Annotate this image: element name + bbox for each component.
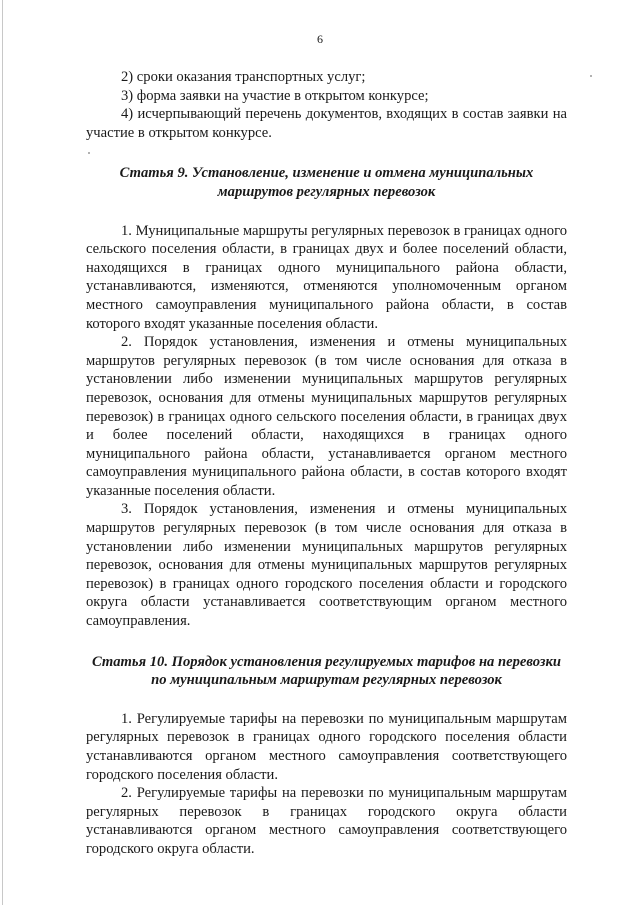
article-10-paragraph-2: 2. Регулируемые тарифы на перевозки по муниципальным маршрутам регулярных перевозок в границах городского округа области устанавливаются органом местного самоуправления соответствующего городского округа области. [86,785,567,857]
scan-edge [2,0,3,905]
list-item: 2) сроки оказания транспортных услуг; [121,69,366,85]
article-9-heading [86,164,567,201]
article-10-title-line1: Статья 10. Порядок установления регулируемых тарифов на перевозки [91,653,562,670]
list-item: 4) исчерпывающий перечень документов, входящих в состав заявки на участие в открытом конкурсе. [86,106,567,141]
article-9-paragraph-3: 3. Порядок установления, изменения и отмены муниципальных маршрутов регулярных перевозок (в том числе основания для отказа в установлении либо изменении муниципальных маршрутов регулярных перевозок, основания для отмены муниципальных маршрутов регулярных перевозок) в границах одного городского поселения области и городского округа области устанавливается соответствующим органом местного самоуправления. [86,501,567,630]
page-number: 6 [317,32,323,46]
article-10-paragraph-1: 1. Регулируемые тарифы на перевозки по муниципальным маршрутам регулярных перевозок в границах одного городского поселения области устанавливаются органом местного самоуправления соответствующего городского поселения области. [86,710,567,783]
article-9-title-line1: Статья 9. Установление, изменение и отмена муниципальных [119,165,534,182]
article-9-title-line2: маршрутов регулярных перевозок [217,183,436,200]
scan-speck [590,75,592,77]
article-10-heading [86,653,567,690]
list-item: 3) форма заявки на участие в открытом конкурсе; [121,87,429,104]
document-body [86,68,567,859]
article-9-paragraph-2: 2. Порядок установления, изменения и отмены муниципальных маршрутов регулярных перевозок (в том числе основания для отказа в установлении либо изменении муниципальных маршрутов регулярных перевозок, основания для отмены муниципальных маршрутов регулярных перевозок) в границах одного сельского поселения области, в границах двух и более поселений области, находящихся в границах одного муниципального района области, устанавливается органом местного самоуправления муниципального района области, в состав которого входят указанные поселения области. [86,334,567,499]
article-10-title-line2: по муниципальным маршрутам регулярных перевозок [151,672,502,689]
article-9-paragraph-1: 1. Муниципальные маршруты регулярных перевозок в границах одного сельского поселения области, в границах двух и более поселений области, находящихся в границах одного муниципального района области, устанавливаются, изменяются, отменяются уполномоченным органом местного самоуправления муниципального района области, в состав которого входят указанные поселения области. [86,222,567,332]
